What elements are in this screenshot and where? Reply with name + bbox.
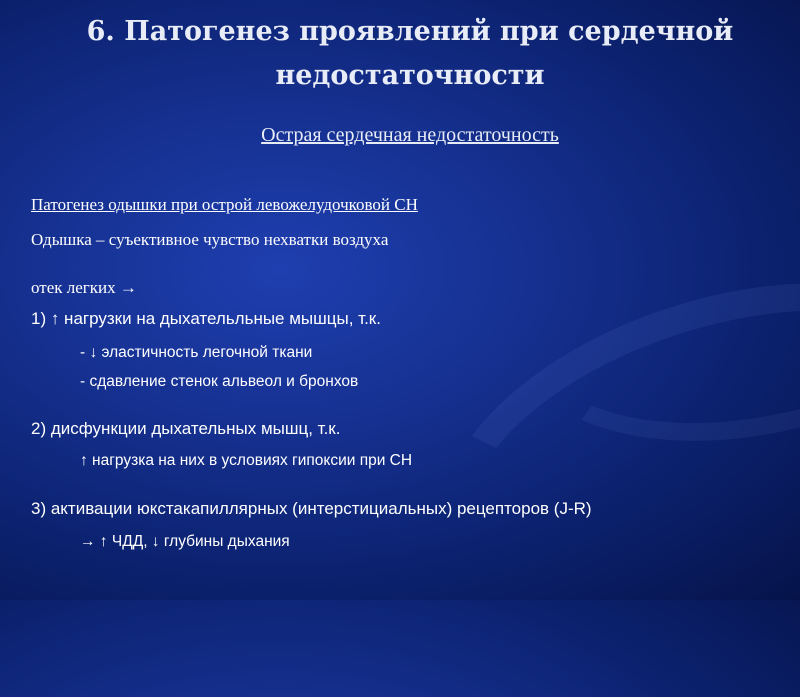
point-2-sub-1: ↑ нагрузка на них в условиях гипоксии при СН <box>80 452 413 469</box>
section-heading: Патогенез одышки при острой левожелудочковой СН <box>31 195 418 214</box>
point-2: 2) дисфункции дыхательных мышц, т.к. <box>31 419 341 438</box>
slide-title <box>20 10 800 98</box>
point-1: 1) ↑ нагрузки на дыхательльные мышцы, т.к. <box>31 309 381 328</box>
point-1-sub-1: - ↓ эластичность легочной ткани <box>80 344 313 361</box>
point-3: 3) активации юкстакапиллярных (интерстициальных) рецепторов (J-R) <box>31 499 592 518</box>
definition-text: Одышка – суъективное чувство нехватки воздуха <box>31 230 389 249</box>
slide-title-line-1: 6. Патогенез проявлений при сердечной <box>86 16 734 47</box>
point-3-sub-1: → ↑ ЧДД, ↓ глубины дыхания <box>80 533 290 550</box>
point-1-sub-2: - сдавление стенок альвеол и бронхов <box>80 373 359 390</box>
edema-text: отек легких → <box>31 278 137 297</box>
slide-title-line-2: недостаточности <box>275 60 545 91</box>
slide-subtitle: Острая сердечная недостаточность <box>261 124 559 146</box>
background-swoosh <box>395 219 800 697</box>
background-swoosh <box>503 162 800 474</box>
